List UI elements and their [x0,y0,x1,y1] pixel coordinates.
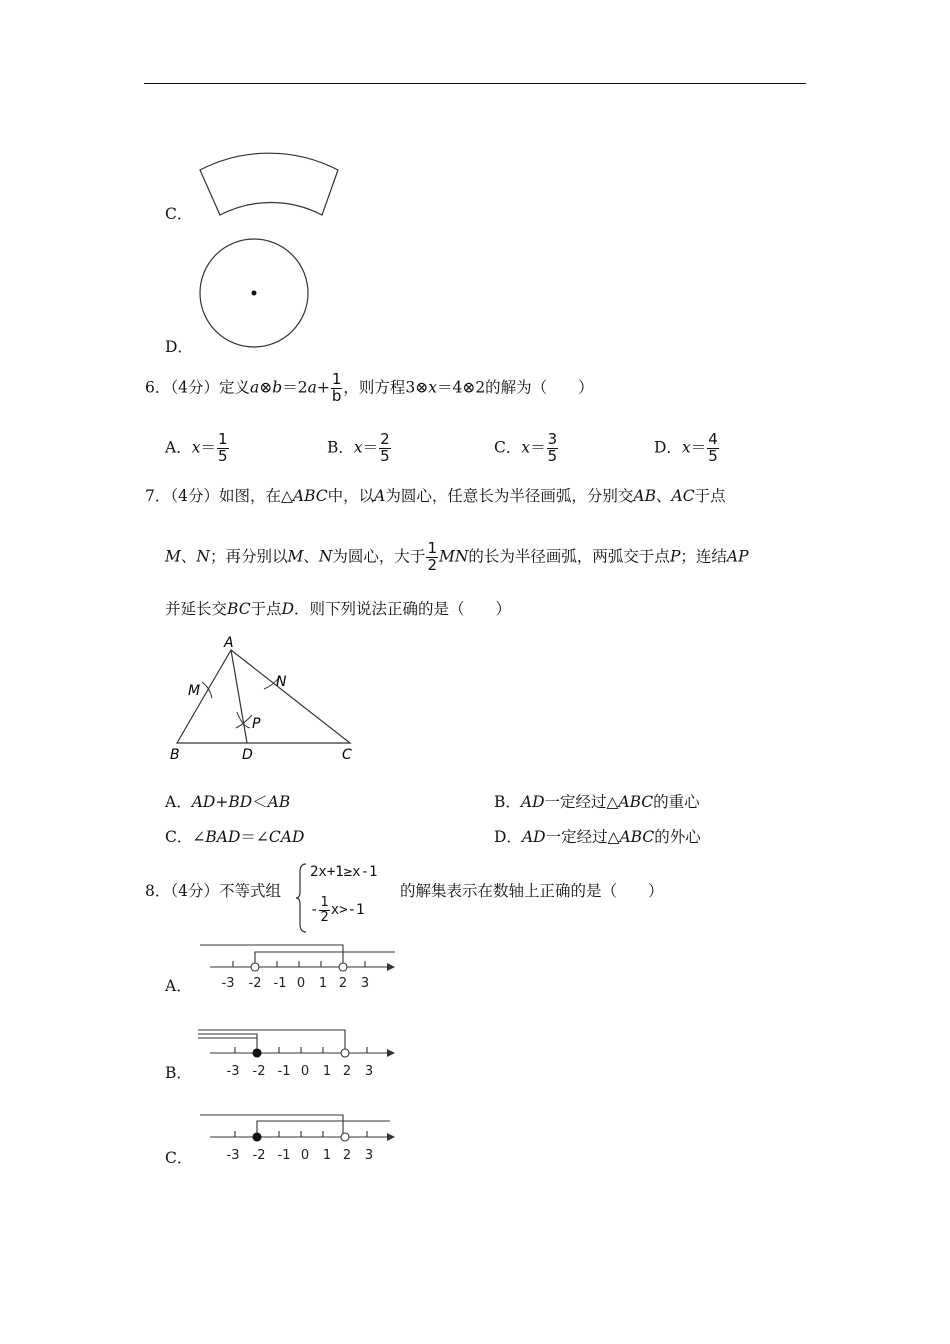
option-c-sector-figure [190,120,350,220]
question-6-option-d[interactable]: D．x＝ $\frac{4}{5}$ [654,430,718,465]
svg-text:3: 3 [360,976,370,991]
svg-text:1: 1 [318,976,328,991]
svg-text:-2: -2 [252,1064,266,1079]
svg-text:-1: -1 [277,1148,291,1163]
svg-text:2: 2 [338,976,348,991]
svg-text:3: 3 [364,1148,374,1163]
svg-text:2: 2 [342,1148,352,1163]
point-m-label: M [188,683,201,699]
vertex-c-label: C [342,747,352,763]
svg-text:-3: -3 [226,1148,240,1163]
question-6-option-c[interactable]: C．x＝ $\frac{3}{5}$ [494,430,558,465]
question-8-option-c-label: C． [165,1149,193,1167]
option-c-label: C． [165,205,193,223]
question-7-option-c[interactable]: C．∠BAD＝∠CAD [165,828,305,846]
inequality-2: - $\frac{1}{2}$ x>-1 [310,895,365,925]
question-8-option-b-label: B． [165,1064,192,1082]
question-7-triangle-figure [160,632,370,767]
question-7-line-2: M、N；再分别以M、N为圆心，大于 $\frac{1}{2}$ MN的长为半径画弧，两弧交于点P；连结AP [165,539,749,574]
svg-text:1: 1 [322,1148,332,1163]
svg-text:-3: -3 [226,1064,240,1079]
inequality-1: 2x+1≥x-1 [310,864,378,880]
question-6-option-a[interactable]: A．x＝ $\frac{1}{5}$ [165,430,228,465]
question-7-line-1: 7．（4分）如图，在△ABC中，以A为圆心，任意长为半径画弧，分别交AB、AC于点 [145,487,726,505]
question-7-option-d[interactable]: D．AD一定经过△ABC的外心 [494,828,701,846]
svg-text:1: 1 [322,1064,332,1079]
point-p-label: P [252,716,261,732]
question-8-option-b-number-line[interactable] [195,1025,405,1085]
vertex-a-label: A [224,635,234,651]
question-6-stem: 6．（4分）定义a⊗b＝2a+ $\frac{1}{b}$ ，则方程3⊗x＝4⊗2的解为（ ） [145,370,594,405]
svg-text:0: 0 [296,976,306,991]
inequality-system-brace [296,862,308,934]
svg-text:3: 3 [364,1064,374,1079]
question-8-suffix: 的解集表示在数轴上正确的是（ ） [400,882,664,900]
svg-text:2: 2 [342,1064,352,1079]
svg-text:0: 0 [300,1064,310,1079]
option-d-circle-figure [196,236,312,352]
question-8-prefix: 8．（4分）不等式组 [145,882,281,900]
point-n-label: N [276,674,287,690]
svg-text:0: 0 [300,1148,310,1163]
question-7-option-b[interactable]: B．AD一定经过△ABC的重心 [494,793,700,811]
fraction-1-over-2: $\frac{1}{2}$ [427,539,437,574]
svg-text:-1: -1 [273,976,287,991]
question-7-option-a[interactable]: A．AD+BD＜AB [165,793,291,811]
header-rule [144,83,806,84]
svg-text:-1: -1 [277,1064,291,1079]
svg-text:-2: -2 [252,1148,266,1163]
point-d-label: D [242,747,253,763]
question-8-option-a-label: A． [165,977,192,995]
question-8-option-c-number-line[interactable] [195,1110,405,1170]
question-8-option-a-number-line[interactable] [195,940,405,995]
vertex-b-label: B [170,747,180,763]
svg-text:-3: -3 [221,976,235,991]
question-7-line-3: 并延长交BC于点D．则下列说法正确的是（ ） [165,600,512,618]
question-6-option-b[interactable]: B．x＝ $\frac{2}{5}$ [327,430,390,465]
fraction-1-over-b: $\frac{1}{b}$ [331,370,342,405]
option-d-label: D． [165,338,193,356]
svg-text:-2: -2 [248,976,262,991]
